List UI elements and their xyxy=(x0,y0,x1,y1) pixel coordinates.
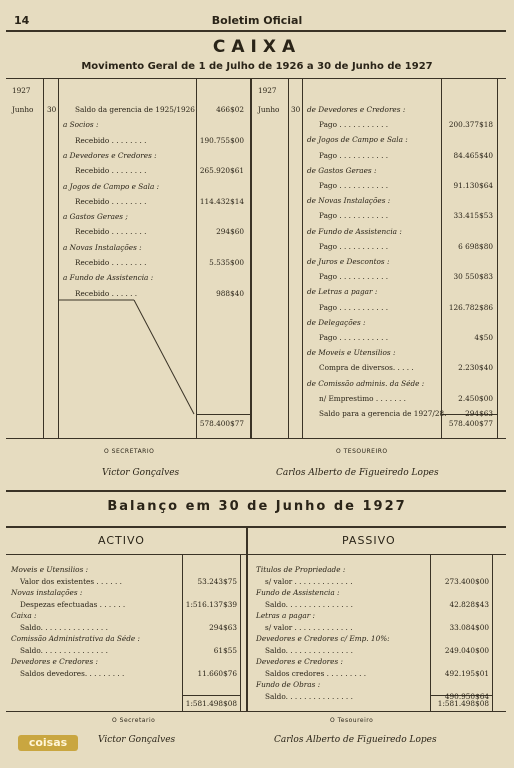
secretario-name-2: Victor Gonçalves xyxy=(98,735,176,745)
account-heading: Devedores e Credores : xyxy=(256,657,343,666)
entry-amount: 2.450$00 xyxy=(458,393,493,403)
entry-amount: 114.432$14 xyxy=(199,196,244,206)
account-heading: de Letras a pagar : xyxy=(307,287,378,297)
account-heading: de Jogos de Campo e Sala : xyxy=(307,135,408,145)
entry-label: Pago . . . . . . . . . . . xyxy=(319,181,389,190)
caixa-left-total: 578.400$77 xyxy=(199,419,244,428)
entry-amount: 190.755$00 xyxy=(199,135,244,145)
entry-label: s/ valor . . . . . . . . . . . . . xyxy=(265,576,353,586)
activo-total: 1:581.498$08 xyxy=(185,699,237,708)
caixa-cancel-stroke xyxy=(58,290,198,416)
account-heading: a Fundo de Assistencia : xyxy=(63,273,154,283)
account-heading: de Fundo de Assistencia : xyxy=(307,226,402,236)
entry-amount: 200.377$18 xyxy=(448,120,493,130)
entry-label: Saldo para a gerencia de 1927/28. xyxy=(319,409,447,418)
left-day: 30 xyxy=(47,105,57,114)
account-heading: a Jogos de Campo e Sala : xyxy=(63,181,160,191)
entry-amount: 1:516.137$39 xyxy=(185,599,237,609)
tesoureiro-caption-2: O Tesoureiro xyxy=(330,717,374,724)
secretario-caption: O SECRETARIO xyxy=(104,448,155,455)
secretario-name: Victor Gonçalves xyxy=(102,468,180,478)
entry-amount: 42.828$43 xyxy=(449,599,489,609)
secretario-caption-2: O Secretario xyxy=(112,717,156,724)
entry-label: Recebido . . . . . . . . xyxy=(75,166,147,176)
entry-label: Pago . . . . . . . . . . . xyxy=(319,120,389,130)
tesoureiro-name: Carlos Alberto de Figueiredo Lopes xyxy=(276,468,439,478)
account-heading: a Gastos Geraes ; xyxy=(63,212,128,222)
balanco-title: Balanço em 30 de Junho de 1927 xyxy=(107,499,407,514)
left-month: Junho xyxy=(12,105,34,114)
entry-label: Recebido . . . . . . . . xyxy=(75,258,147,267)
entry-label: Pago . . . . . . . . . . . xyxy=(319,333,389,342)
account-heading: de Delegações : xyxy=(307,317,366,327)
entry-amount: 265.920$61 xyxy=(199,166,244,176)
entry-label: Recebido . . . . . . . . xyxy=(75,196,147,206)
entry-label: Valor dos existentes . . . . . . xyxy=(20,576,122,586)
account-heading: Letras a pagar : xyxy=(256,611,315,620)
entry-label: Pago . . . . . . . . . . . xyxy=(319,302,389,312)
entry-label: Pago . . . . . . . . . . . xyxy=(319,241,389,251)
account-heading: Devedores e Credores c/ Emp. 10%: xyxy=(256,634,390,643)
entry-label: Pago . . . . . . . . . . . xyxy=(319,150,389,160)
account-heading: de Comissão adminis. da Séde : xyxy=(307,378,425,388)
entry-amount: 33.415$53 xyxy=(453,211,493,221)
account-heading: a Novas Instalações : xyxy=(63,242,142,252)
tesoureiro-name-2: Carlos Alberto de Figueiredo Lopes xyxy=(274,735,437,745)
account-heading: de Novas Instalações : xyxy=(307,196,391,206)
entry-amount: 466$02 xyxy=(216,105,244,114)
entry-label: Pago . . . . . . . . . . . xyxy=(319,272,389,282)
account-heading: Fundo de Obras : xyxy=(256,680,321,689)
entry-label: Saldo. . . . . . . . . . . . . . . xyxy=(20,622,108,632)
entry-label: Recebido . . . . . . . . xyxy=(75,227,147,237)
entry-amount: 490.950$64 xyxy=(444,691,489,701)
coisas-logo: coisas xyxy=(18,735,78,751)
activo-header: ACTIVO xyxy=(98,534,145,547)
entry-label: n/ Emprestimo . . . . . . . xyxy=(319,393,406,403)
entry-amount: 273.400$00 xyxy=(444,576,489,586)
entry-amount: 2.230$40 xyxy=(458,363,493,373)
entry-label: Saldo. . . . . . . . . . . . . . . xyxy=(265,691,353,701)
entry-amount: 5.535$00 xyxy=(209,258,244,267)
passivo-header: PASSIVO xyxy=(342,534,396,547)
entry-amount: 91.130$64 xyxy=(453,181,493,190)
entry-amount: 61$55 xyxy=(213,645,237,655)
entry-amount: 294$63 xyxy=(209,622,237,632)
entry-amount: 126.782$86 xyxy=(448,302,493,312)
entry-amount: 294$60 xyxy=(216,227,244,237)
entry-amount: 492.195$01 xyxy=(444,668,489,678)
entry-amount: 11.660$76 xyxy=(197,668,237,678)
entry-amount: 84.465$40 xyxy=(453,150,493,160)
passivo-total: 1:581.498$08 xyxy=(437,699,489,708)
left-year: 1927 xyxy=(12,86,31,95)
entry-label: Pago . . . . . . . . . . . xyxy=(319,211,389,221)
entry-label: Saldo. . . . . . . . . . . . . . . xyxy=(265,599,353,609)
entry-amount: 30 550$83 xyxy=(453,272,493,282)
entry-label: Recebido . . . . . . xyxy=(75,288,138,298)
caixa-right-total: 578.400$77 xyxy=(448,419,493,428)
tesoureiro-caption: O TESOUREIRO xyxy=(336,448,388,455)
account-heading: de Gastos Geraes : xyxy=(307,165,377,175)
account-heading: Devedores e Credores : xyxy=(11,657,98,666)
entry-amount: 249.040$00 xyxy=(444,645,489,655)
entry-label: Saldo. . . . . . . . . . . . . . . xyxy=(20,645,108,655)
account-heading: de Moveis e Utensilios : xyxy=(307,348,396,358)
header-rule xyxy=(6,30,506,32)
account-heading: Caixa : xyxy=(11,611,37,620)
account-heading: de Juros e Descontos : xyxy=(307,257,390,266)
entry-label: Saldo. . . . . . . . . . . . . . . xyxy=(265,645,353,655)
publication-title: Boletim Oficial xyxy=(211,14,303,27)
account-heading: Moveis e Utensilios : xyxy=(11,565,89,574)
right-day: 30 xyxy=(291,105,301,114)
right-year: 1927 xyxy=(258,86,277,95)
entry-label: Compra de diversos. . . . . xyxy=(319,363,414,373)
entry-label: s/ valor . . . . . . . . . . . . . xyxy=(265,622,353,632)
entry-label: Saldo da gerencia de 1925/1926 xyxy=(75,105,195,114)
entry-amount: 4$50 xyxy=(474,333,493,342)
account-heading: Novas instalações : xyxy=(11,588,83,597)
section-rule xyxy=(6,490,506,492)
entry-amount: 988$40 xyxy=(216,288,244,298)
account-heading: a Socios : xyxy=(63,120,99,130)
account-heading: Comissão Administrativa da Séde : xyxy=(11,634,141,643)
entry-label: Saldos devedores. . . . . . . . . xyxy=(20,668,125,678)
entry-label: Recebido . . . . . . . . xyxy=(75,135,147,145)
entry-amount: 53.243$75 xyxy=(197,576,237,586)
account-heading: Titulos de Propriedade : xyxy=(256,565,346,574)
entry-label: Saldos credores . . . . . . . . . xyxy=(265,668,367,678)
page-number: 14 xyxy=(14,14,30,27)
account-heading: de Devedores e Credores : xyxy=(307,105,406,114)
entry-amount: 6 698$80 xyxy=(458,241,493,251)
entry-label: Despezas efectuadas . . . . . . xyxy=(20,599,126,609)
account-heading: a Devedores e Credores : xyxy=(63,150,157,160)
entry-amount: 294$63 xyxy=(465,409,493,418)
entry-amount: 33.084$00 xyxy=(449,622,489,632)
caixa-top-rule xyxy=(6,78,506,79)
caixa-bottom-rule xyxy=(6,438,506,439)
account-heading: Fundo de Assistencia : xyxy=(256,588,340,597)
caixa-subtitle: Movimento Geral de 1 de Julho de 1926 a 30 de Junho de 1927 xyxy=(81,61,433,72)
caixa-title: CAIXA xyxy=(212,37,302,57)
right-month: Junho xyxy=(258,105,280,114)
